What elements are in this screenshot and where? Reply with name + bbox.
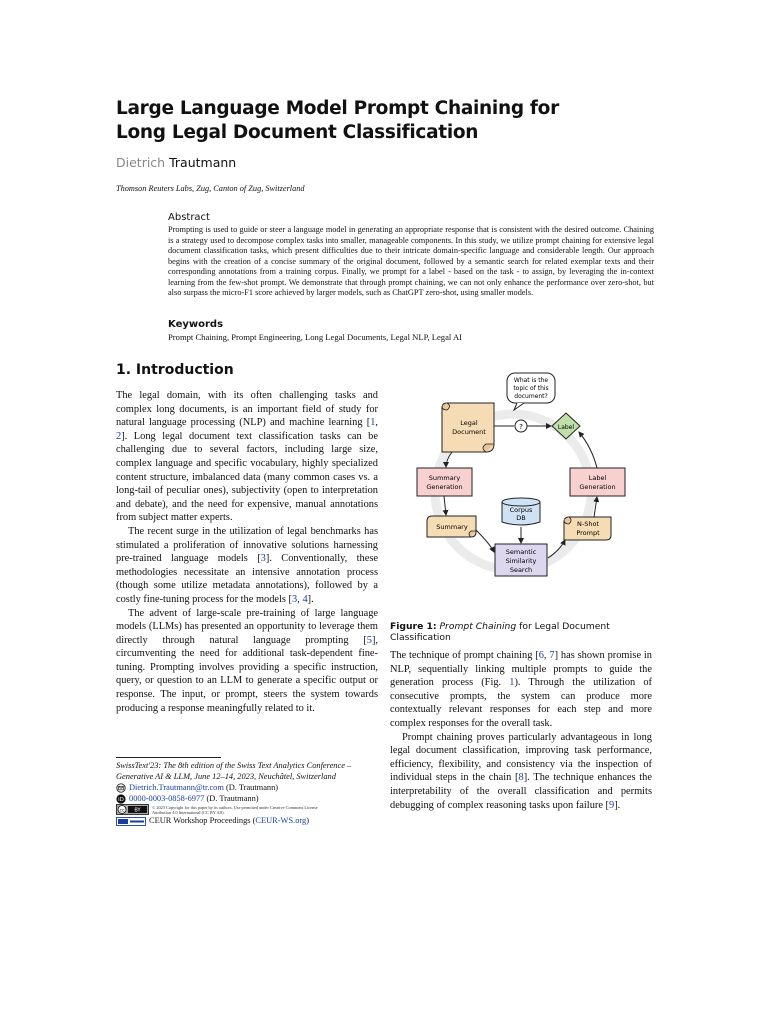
conference-footnote: SwissText'23: The 8th edition of the Swiss Text Analytics Conference – Generative AI & LLM, June 12–14, 2023, Neuchâtel, Switzerland (116, 761, 352, 781)
summary-generation-node (417, 468, 472, 496)
svg-text:Summary: Summary (428, 474, 461, 482)
svg-text:topic of this: topic of this (513, 385, 549, 392)
svg-text:DB: DB (516, 514, 526, 522)
citation-link[interactable]: 3 (292, 593, 298, 605)
citation-link[interactable]: 5 (366, 634, 372, 646)
ceur-footnote: CEUR Workshop Proceedings (CEUR-WS.org) (116, 816, 381, 827)
summary-node (427, 516, 476, 537)
paper-title (116, 97, 636, 145)
intro-paragraph-1: The legal domain, with its often challenging tasks and complex long documents, is an important field of study for natural language processing (NLP) and machine learning [1, 2]. Long legal document text classification tasks can be challenging due to several factors, including large size, complex language and specific vocabulary, highly specialized content structure, imbalanced data (many common cases vs. a long-tail of peculiar ones), subjectivity (open to interpretation and debate), and the need for expensive, manual annotations from subject matter experts. (116, 390, 378, 524)
abstract-heading: Abstract (168, 212, 210, 223)
footnote-rule (116, 757, 221, 758)
svg-text:Prompt: Prompt (576, 529, 600, 537)
author-last-name: Trautmann (169, 155, 237, 170)
ceur-link[interactable]: CEUR-WS.org (255, 816, 307, 825)
email-footnote: Dietrich.Trautmann@tr.com (D. Trautmann) (116, 783, 381, 794)
email-link[interactable]: Dietrich.Trautmann@tr.com (129, 783, 224, 792)
question-bubble (507, 373, 555, 410)
orcid-icon (116, 794, 126, 804)
title-line-1: Large Language Model Prompt Chaining for (116, 98, 559, 119)
orcid-footnote: iD 0000-0003-0858-6977 (D. Trautmann) (116, 794, 381, 805)
license-footnote: cc BY © 2023 Copyright for this paper by its authors. Use permitted under Creative Commons License Attribution 4.0 International (CC BY 4.0). (116, 804, 381, 815)
svg-text:Similarity: Similarity (505, 557, 537, 565)
email-icon (116, 783, 126, 793)
title-line-2: Long Legal Document Classification (116, 122, 479, 143)
citation-link[interactable]: 7 (549, 650, 555, 661)
svg-text:What is the: What is the (513, 377, 549, 384)
citation-link[interactable]: 2 (116, 430, 122, 442)
svg-text:N-Shot: N-Shot (577, 520, 599, 528)
cc-by-license-icon (116, 804, 149, 815)
figure-caption-text: for Legal Document Classification (390, 621, 610, 643)
legal-document-node (442, 403, 494, 452)
abstract-text: Prompting is used to guide or steer a language model in generating an appropriate response that is consistent with the desired outcome. Chaining is a strategy used to decompose complex tasks into smaller, manageable components. In this study, we utilize prompt chaining for extensive legal document classification tasks, which present difficulties due to their intricate domain-specific language and considerable length. Our approach begins with the creation of a concise summary of the original document, followed by a semantic search for related exemplar texts and their corresponding annotations from a training corpus. Finally, we prompt for a label - based on the task - to assign, by leveraging the in-context learning from the few-shot prompt. We demonstrate that through prompt chaining, we can not only enhance the performance over zero-shot, but also surpass the micro-F1 score achieved by larger models, such as ChatGPT zero-shot, using smaller models. (168, 225, 654, 297)
svg-text:Document: Document (452, 428, 486, 436)
svg-text:Label: Label (557, 424, 575, 431)
citation-link[interactable]: 1 (370, 417, 376, 429)
label-generation-node (570, 468, 625, 496)
ceur-logo-icon (116, 817, 146, 826)
n-shot-prompt-node (564, 517, 611, 540)
svg-text:Semantic: Semantic (505, 548, 537, 556)
svg-text:iD: iD (118, 797, 124, 804)
question-node (515, 420, 527, 432)
corpus-db-node (502, 498, 540, 525)
keywords-heading: Keywords (168, 319, 224, 330)
svg-text:BY: BY (134, 807, 141, 814)
svg-text:document?: document? (514, 393, 548, 400)
citation-link[interactable]: 4 (302, 593, 308, 605)
figure-reference-link[interactable]: 1 (509, 677, 515, 689)
figure-caption-label: Figure 1: (390, 621, 437, 632)
intro-paragraph-2: The recent surge in the utilization of legal benchmarks has stimulated a proliferation of innovative solutions harnessing pre-trained language models [3]. Conventionally, these methodologies necessitate an intensive annotation process (though some utilize metadata annotations), followed by a costly fine-tuning process for the models [3, 4]. (116, 525, 378, 605)
semantic-search-node (495, 544, 547, 576)
author-first-name: Dietrich (116, 155, 166, 170)
svg-text:Generation: Generation (426, 483, 463, 491)
intro-right-column (390, 649, 652, 812)
figure-caption (390, 621, 656, 643)
svg-text:cc: cc (119, 808, 125, 814)
citation-link[interactable]: 6 (538, 650, 544, 661)
svg-text:Label: Label (588, 474, 607, 482)
svg-text:Search: Search (509, 566, 533, 574)
figure-caption-italic: Prompt Chaining (439, 621, 517, 632)
intro-left-column (116, 389, 378, 715)
svg-text:Generation: Generation (579, 483, 616, 491)
right-paragraph-2: Prompt chaining proves particularly advantageous in long legal document classification, improving task performance, efficiency, flexibility, and consistency via the inspection of individual steps in the chain [8]. The technique enhances the interpretability of the overall classification and permits debugging of complex reasoning tasks upon failure [9]. (390, 731, 652, 811)
prompt-chaining-figure (410, 372, 640, 582)
citation-link[interactable]: 9 (609, 799, 615, 811)
svg-text:Legal: Legal (460, 419, 478, 427)
intro-paragraph-3: The advent of large-scale pre-training of large language models (LLMs) has presented an opportunity to leverage them directly through natural language prompting [5], circumventing the need for additional task-dependent fine-tuning. Prompting involves providing a specific instruction, query, or question to an LLM to generate a specific output or response. The input, or prompt, steers the system towards producing a response meaningfully related to it. (116, 607, 378, 714)
affiliation: Thomson Reuters Labs, Zug, Canton of Zug, Switzerland (116, 184, 305, 193)
citation-link[interactable]: 3 (260, 553, 266, 565)
orcid-link[interactable]: 0000-0003-0858-6977 (129, 794, 205, 803)
svg-text:Summary: Summary (436, 523, 468, 531)
right-paragraph-1: The technique of prompt chaining [6, 7] has shown promise in NLP, sequentially linking multiple prompts to guide the generation process (Fig. 1). Through the utilization of consecutive prompts, the system can produce more contextually relevant responses for each step and more complex responses for the overall task. (390, 650, 652, 729)
label-node (552, 413, 580, 439)
section-heading: 1. Introduction (116, 362, 234, 378)
svg-text:?: ? (519, 423, 523, 431)
keywords-text: Prompt Chaining, Prompt Engineering, Long Legal Documents, Legal NLP, Legal AI (168, 332, 463, 342)
author (116, 155, 236, 170)
citation-link[interactable]: 8 (518, 772, 524, 784)
svg-text:Corpus: Corpus (509, 506, 533, 514)
